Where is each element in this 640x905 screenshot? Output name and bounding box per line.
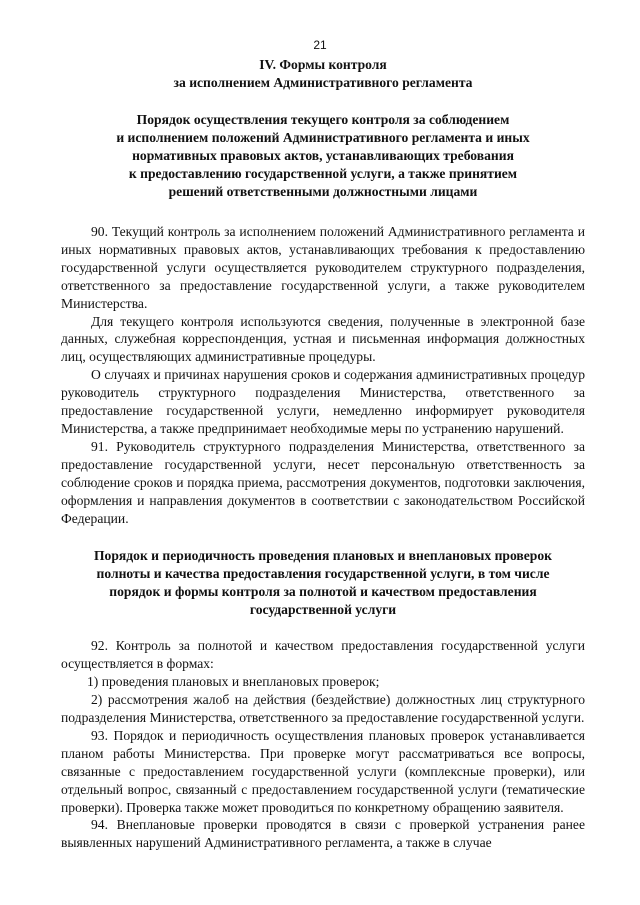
subsection-title-line: и исполнением положений Административного регламента и иных bbox=[116, 130, 530, 145]
paragraph-94: 94. Внеплановые проверки проводятся в связи с проверкой устранения ранее выявленных нарушений Административного регламента, а также в случае bbox=[61, 817, 585, 851]
subsection-title-line: государственной услуги bbox=[249, 602, 397, 618]
section-title bbox=[61, 56, 585, 92]
subsection-title-line: Порядок и периодичность проведения плановых и внеплановых проверок bbox=[93, 548, 552, 564]
subsection-title-line: полноты и качества предоставления государственной услуги, в том числе bbox=[96, 566, 550, 582]
list-item: 1) проведения плановых и внеплановых проверок; bbox=[87, 674, 380, 690]
section-title-line: IV. Формы контроля bbox=[259, 57, 387, 72]
paragraph-92: 92. Контроль за полнотой и качеством предоставления государственной услуги осуществляется в формах: bbox=[61, 638, 585, 672]
subsection-title-line: решений ответственными должностными лицами bbox=[168, 184, 478, 199]
paragraph-93: 93. Порядок и периодичность осуществления плановых проверок устанавливается планом работы Министерства. При проверке могут рассматриваться все вопросы, связанные с предоставлением государственной услуги (комплексные проверки), или отдельный вопрос, связанный с предоставлением государственной услуги (тематические проверки). Проверка также может проводиться по конкретному обращению заявителя. bbox=[61, 727, 585, 815]
paragraph: Для текущего контроля используются сведения, полученные в электронной базе данных, служебная корреспонденция, устная и письменная информация должностных лиц, осуществляющих административные процедуры. bbox=[61, 313, 585, 365]
paragraph-90: 90. Текущий контроль за исполнением положений Административного регламента и иных нормативных правовых актов, устанавливающих требования к предоставлению государственной услуги осуществляется руководителем структурного подразделения, ответственного за предоставление государственной услуги, а также руководителем Министерства. bbox=[61, 224, 585, 311]
list-item: 2) рассмотрения жалоб на действия (бездействие) должностных лиц структурного подразделения Министерства, ответственного за предоставление государственной услуги. bbox=[61, 692, 585, 726]
subsection-title-line: порядок и формы контроля за полнотой и качеством предоставления bbox=[109, 584, 537, 600]
paragraph-91: 91. Руководитель структурного подразделения Министерства, ответственного за предоставление государственной услуги, несет персональную ответственность за соблюдение сроков и порядка приема, рассмотрения документов, подготовки заключения, оформления и направления документов в соответствии с законодательством Российской Федерации. bbox=[61, 438, 585, 526]
page-number: 21 bbox=[313, 38, 327, 52]
section-title-line: за исполнением Административного регламента bbox=[173, 75, 473, 90]
subsection-title-line: Порядок осуществления текущего контроля за соблюдением bbox=[136, 112, 510, 127]
subsection-title-line: к предоставлению государственной услуги, а также принятием bbox=[128, 166, 518, 181]
document-body bbox=[61, 56, 585, 852]
paragraph: О случаях и причинах нарушения сроков и содержания административных процедур руководитель структурного подразделения Министерства, ответственного за предоставление государственной услуги, немедленно информирует руководителя Министерства, а также предпринимает необходимые меры по устранению нарушений. bbox=[61, 367, 585, 436]
subsection-title-line: нормативных правовых актов, устанавливающих требования bbox=[132, 148, 514, 163]
subsection-title bbox=[61, 547, 585, 619]
subsection-title bbox=[61, 111, 585, 201]
